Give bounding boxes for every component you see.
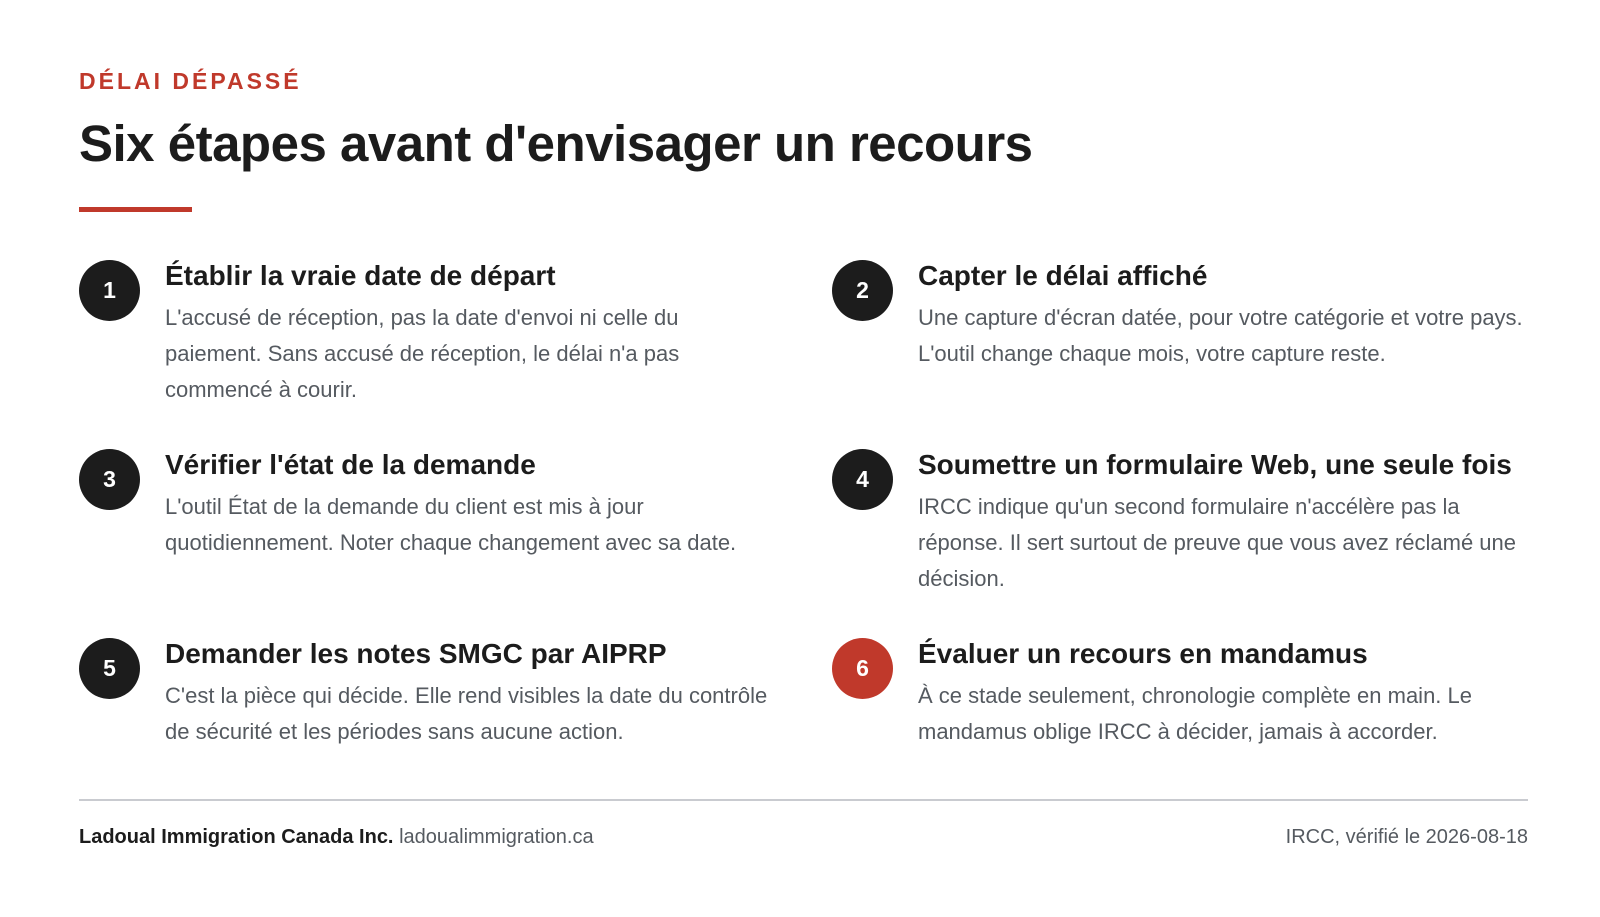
footer-credit xyxy=(79,826,594,849)
source-note: IRCC, vérifié le 2026-08-18 xyxy=(1285,826,1528,848)
step-title: Établir la vraie date de départ xyxy=(165,260,556,291)
step-2 xyxy=(832,258,1528,447)
company-website: ladoualimmigration.ca xyxy=(399,826,594,848)
step-number-badge: 1 xyxy=(79,260,140,321)
step-number-badge-highlighted: 6 xyxy=(832,638,893,699)
step-title: Capter le délai affiché xyxy=(918,260,1208,291)
step-1 xyxy=(79,258,832,447)
step-description: L'accusé de réception, pas la date d'envoi ni celle du paiement. Sans accusé de réception, le délai n'a pas commencé à courir. xyxy=(165,305,680,402)
page-title: Six étapes avant d'envisager un recours xyxy=(79,115,1033,172)
step-title: Soumettre un formulaire Web, une seule fois xyxy=(918,449,1512,480)
step-title: Demander les notes SMGC par AIPRP xyxy=(165,638,667,669)
company-name: Ladoual Immigration Canada Inc. xyxy=(79,826,394,848)
steps-grid xyxy=(79,258,1528,825)
step-4 xyxy=(832,447,1528,636)
step-description: L'outil État de la demande du client est mis à jour quotidiennement. Noter chaque changement avec sa date. xyxy=(165,494,737,555)
step-3 xyxy=(79,447,832,636)
step-number-badge: 2 xyxy=(832,260,893,321)
step-title: Vérifier l'état de la demande xyxy=(165,449,536,480)
step-description: Une capture d'écran datée, pour votre catégorie et votre pays. L'outil change chaque mois, votre capture reste. xyxy=(918,305,1523,366)
step-number-badge: 3 xyxy=(79,449,140,510)
step-number-badge: 5 xyxy=(79,638,140,699)
step-5 xyxy=(79,636,832,825)
title-accent-rule xyxy=(79,207,192,212)
infographic-page xyxy=(79,0,1528,917)
step-description: À ce stade seulement, chronologie complète en main. Le mandamus oblige IRCC à décider, jamais à accorder. xyxy=(918,683,1472,744)
step-number-badge: 4 xyxy=(832,449,893,510)
step-6 xyxy=(832,636,1528,825)
footer-divider xyxy=(79,799,1528,801)
step-description: C'est la pièce qui décide. Elle rend visibles la date du contrôle de sécurité et les périodes sans aucune action. xyxy=(165,683,768,744)
step-description: IRCC indique qu'un second formulaire n'accélère pas la réponse. Il sert surtout de preuve que vous avez réclamé une décision. xyxy=(918,494,1517,591)
eyebrow-label: DÉLAI DÉPASSÉ xyxy=(79,68,302,94)
step-title: Évaluer un recours en mandamus xyxy=(918,638,1368,669)
